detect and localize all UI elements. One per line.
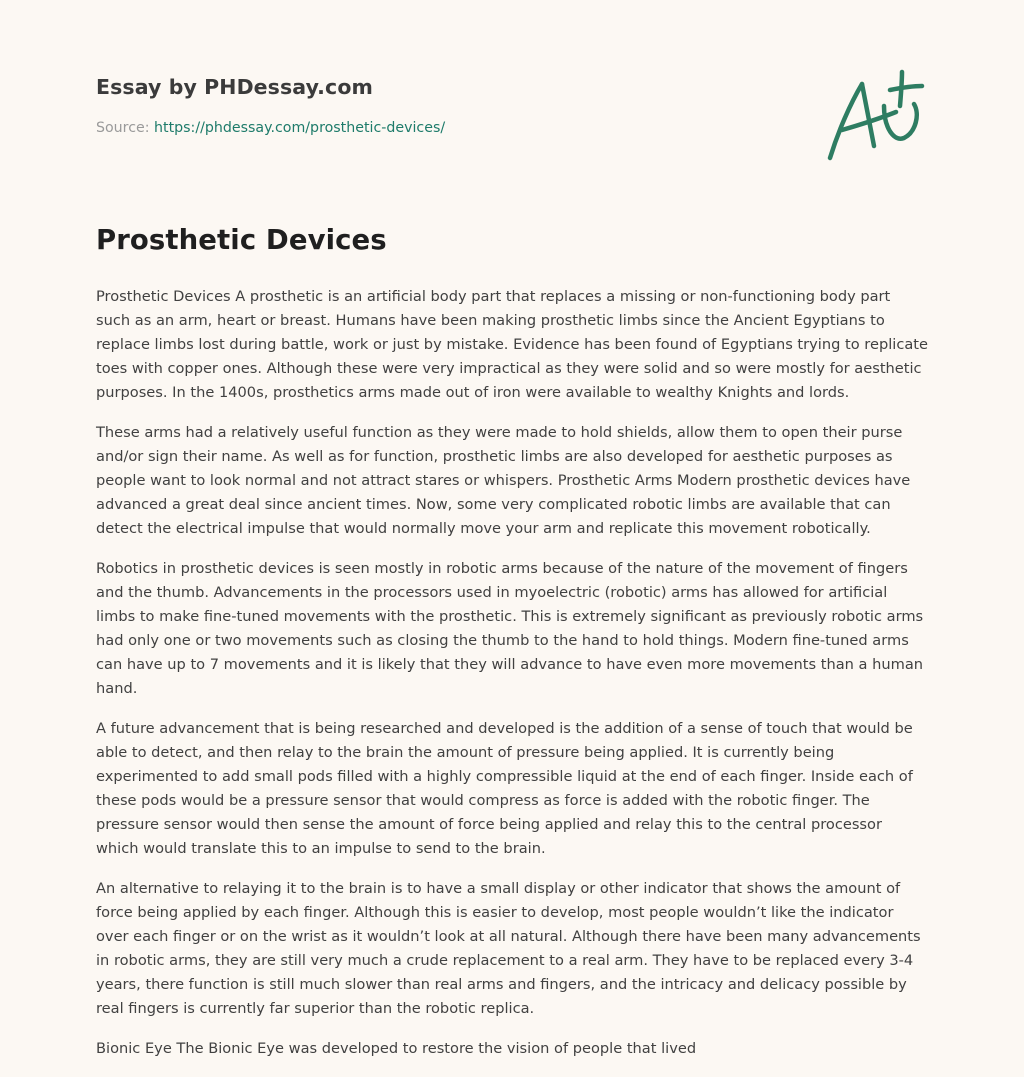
essay-paragraph: An alternative to relaying it to the brain is to have a small display or other indicator that shows the amount of force being applied by each finger. Although this is easier to develop, most people wouldn’t like the indicator over each finger or on the wrist as it wouldn’t look at all natural. Although there have been many advancements in robotic arms, they are still very much a crude replacement to a real arm. They have to be replaced every 3-4 years, there function is still much slower than real arms and fingers, and the intricacy and delicacy possible by real fingers is currently far superior than the robotic replica. [96, 880, 921, 1017]
essay-header [96, 75, 796, 136]
site-title: Essay by PHDessay.com [96, 75, 373, 99]
essay-body [96, 285, 928, 1077]
source-label: Source: [96, 120, 155, 136]
essay-paragraph: Robotics in prosthetic devices is seen mostly in robotic arms because of the nature of the movement of fingers and the thumb. Advancements in the processors used in myoelectric (robotic) arms has allowed for artificial limbs to make fine-tuned movements with the prosthetic. This is extremely significant as previously robotic arms had only one or two movements such as closing the thumb to the hand to hold things. Modern fine-tuned arms can have up to 7 movements and it is likely that they will advance to have even more movements than a human hand. [96, 560, 924, 697]
essay-title: Prosthetic Devices [96, 224, 387, 256]
essay-paragraph: A future advancement that is being researched and developed is the addition of a sense of touch that would be able to detect, and then relay to the brain the amount of pressure being applied. It is currently being experimented to add small pods filled with a highly compressible liquid at the end of each finger. Inside each of these pods would be a pressure sensor that would compress as force is added with the robotic finger. The pressure sensor would then sense the amount of force being applied and relay this to the central processor which would translate this to an impulse to send to the brain. [96, 720, 913, 857]
essay-paragraph: Bionic Eye The Bionic Eye was developed to restore the vision of people that lived [96, 1040, 697, 1057]
a-plus-grade-icon [822, 68, 926, 164]
essay-paragraph: These arms had a relatively useful function as they were made to hold shields, allow them to open their purse and/or sign their name. As well as for function, prosthetic limbs are also developed for aesthetic purposes as people want to look normal and not attract stares or whispers. Prosthetic Arms Modern prosthetic devices have advanced a great deal since ancient times. Now, some very complicated robotic limbs are available that can detect the electrical impulse that would normally move your arm and replicate this movement robotically. [96, 424, 911, 537]
source-link[interactable]: https://phdessay.com/prosthetic-devices/ [154, 120, 446, 136]
source-line [96, 120, 796, 136]
essay-paragraph: Prosthetic Devices A prosthetic is an artificial body part that replaces a missing or non-functioning body part such as an arm, heart or breast. Humans have been making prosthetic limbs since the Ancient Egyptians to replace limbs lost during battle, work or just by mistake. Evidence has been found of Egyptians trying to replicate toes with copper ones. Although these were very impractical as they were solid and so were mostly for aesthetic purposes. In the 1400s, prosthetics arms made out of iron were available to wealthy Knights and lords. [96, 288, 928, 401]
